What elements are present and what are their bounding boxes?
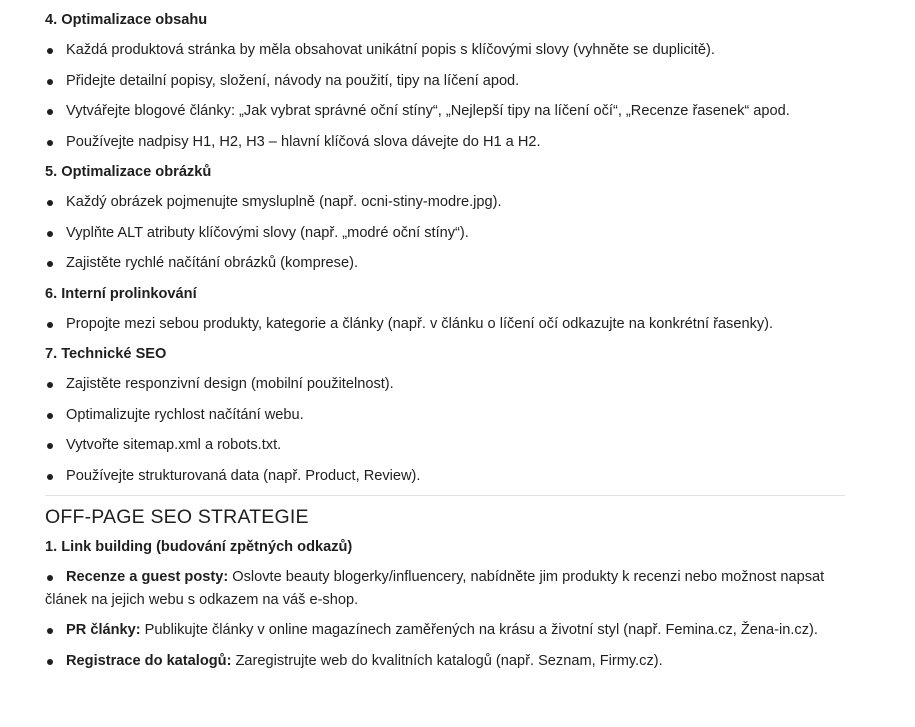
list-item bbox=[45, 650, 845, 673]
content-optimization-list bbox=[45, 39, 845, 153]
list-item: Vyplňte ALT atributy klíčovými slovy (např. „modré oční stíny“). bbox=[45, 222, 845, 245]
section-heading-content-optimization: 4. Optimalizace obsahu bbox=[45, 12, 208, 28]
list-item: Vytvářejte blogové články: „Jak vybrat správné oční stíny“, „Nejlepší tipy na líčení očí“, „Recenze řasenek“ apod. bbox=[45, 100, 845, 123]
article-content bbox=[45, 9, 845, 680]
list-item: Přidejte detailní popisy, složení, návody na použití, tipy na líčení apod. bbox=[45, 70, 845, 93]
link-building-list bbox=[45, 566, 845, 672]
list-item: Používejte nadpisy H1, H2, H3 – hlavní klíčová slova dávejte do H1 a H2. bbox=[45, 131, 845, 154]
list-item: Používejte strukturovaná data (např. Product, Review). bbox=[45, 465, 845, 488]
offpage-title: OFF-PAGE SEO STRATEGIE bbox=[45, 506, 309, 528]
image-optimization-list bbox=[45, 191, 845, 275]
item-label: PR články: bbox=[66, 622, 141, 638]
list-item: Vytvořte sitemap.xml a robots.txt. bbox=[45, 434, 845, 457]
item-label: Recenze a guest posty: bbox=[66, 569, 229, 585]
section-heading-technical-seo: 7. Technické SEO bbox=[45, 346, 167, 362]
item-text: Oslovte beauty blogerky/influencery, nabídněte jim produkty k recenzi nebo možnost napsat článek na jejich webu s odkazem na váš e-shop. bbox=[45, 569, 825, 608]
section-divider bbox=[45, 495, 845, 496]
list-item: Zajistěte rychlé načítání obrázků (komprese). bbox=[45, 252, 845, 275]
item-text: Zaregistrujte web do kvalitních katalogů (např. Seznam, Firmy.cz). bbox=[231, 652, 663, 669]
item-label: Registrace do katalogů: bbox=[66, 652, 232, 669]
list-item: Každá produktová stránka by měla obsahovat unikátní popis s klíčovými slovy (vyhněte se duplicitě). bbox=[45, 39, 845, 62]
technical-seo-list bbox=[45, 373, 845, 487]
list-item: Propojte mezi sebou produkty, kategorie a články (např. v článku o líčení očí odkazujte na konkrétní řasenky). bbox=[45, 313, 845, 336]
section-heading-image-optimization: 5. Optimalizace obrázků bbox=[45, 164, 212, 180]
item-text: Publikujte články v online magazínech zaměřených na krásu a životní styl (např. Femina.cz, Žena-in.cz). bbox=[140, 622, 818, 638]
internal-linking-list bbox=[45, 313, 845, 336]
list-item bbox=[45, 619, 845, 642]
section-heading-link-building: 1. Link building (budování zpětných odkazů) bbox=[45, 539, 353, 555]
list-item bbox=[45, 566, 845, 611]
list-item: Každý obrázek pojmenujte smysluplně (např. ocni-stiny-modre.jpg). bbox=[45, 191, 845, 214]
list-item: Zajistěte responzivní design (mobilní použitelnost). bbox=[45, 373, 845, 396]
list-item: Optimalizujte rychlost načítání webu. bbox=[45, 404, 845, 427]
section-heading-internal-linking: 6. Interní prolinkování bbox=[45, 285, 197, 302]
